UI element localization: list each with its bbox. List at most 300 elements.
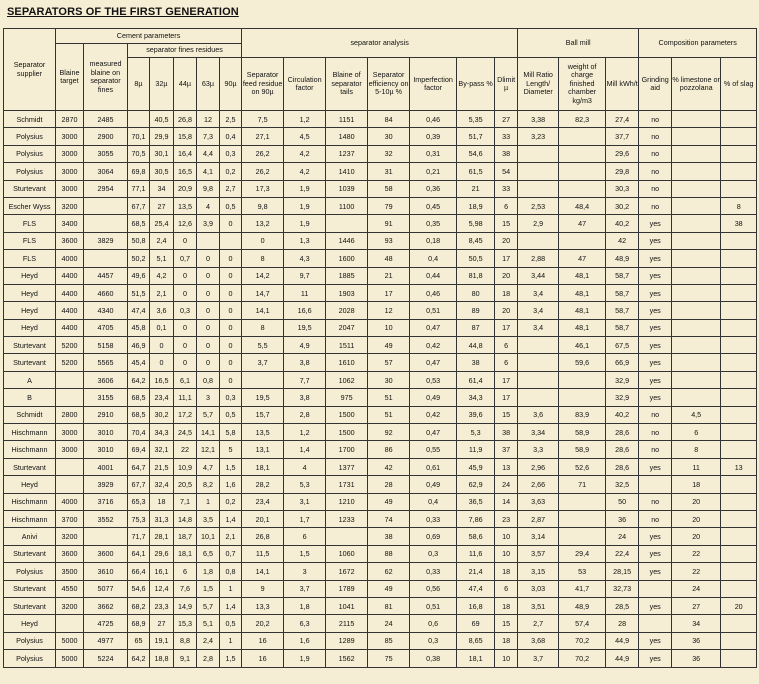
table-cell: 6 bbox=[495, 354, 518, 371]
table-cell: 16,5 bbox=[150, 371, 174, 388]
table-cell: 3,51 bbox=[518, 597, 559, 614]
header-r32: 32µ bbox=[150, 58, 174, 111]
table-cell: 24 bbox=[672, 580, 721, 597]
table-cell: 1039 bbox=[326, 180, 368, 197]
table-row bbox=[4, 563, 757, 580]
table-cell: 5200 bbox=[56, 354, 84, 371]
supplier-cell: Polysius bbox=[4, 650, 56, 667]
table-cell: 6 bbox=[174, 563, 197, 580]
table-cell: 1 bbox=[197, 493, 220, 510]
table-cell: 3000 bbox=[56, 128, 84, 145]
table-cell: 27,1 bbox=[242, 128, 284, 145]
table-cell: 0,5 bbox=[220, 197, 242, 214]
table-cell: no bbox=[639, 441, 672, 458]
table-cell: 10 bbox=[495, 545, 518, 562]
table-cell: 18,8 bbox=[150, 650, 174, 667]
table-cell: 14 bbox=[495, 493, 518, 510]
table-cell bbox=[721, 615, 757, 632]
table-row bbox=[4, 354, 757, 371]
table-cell: 67,7 bbox=[128, 197, 150, 214]
table-cell: 3,03 bbox=[518, 580, 559, 597]
table-cell bbox=[721, 250, 757, 267]
table-cell: 0 bbox=[220, 337, 242, 354]
table-cell: 3200 bbox=[56, 197, 84, 214]
header-fines-residues: separator fines residues bbox=[128, 44, 242, 58]
table-cell: 10 bbox=[368, 319, 410, 336]
table-cell: 3,14 bbox=[518, 528, 559, 545]
table-cell bbox=[721, 128, 757, 145]
table-cell: 30,3 bbox=[606, 180, 639, 197]
table-cell: 8 bbox=[672, 441, 721, 458]
table-cell bbox=[56, 615, 84, 632]
table-cell: 5,7 bbox=[197, 406, 220, 423]
table-cell: 27 bbox=[672, 597, 721, 614]
supplier-cell: Hischmann bbox=[4, 510, 56, 527]
table-cell: 49 bbox=[368, 580, 410, 597]
table-row bbox=[4, 597, 757, 614]
supplier-cell: FLS bbox=[4, 215, 56, 232]
table-cell: 24 bbox=[368, 615, 410, 632]
supplier-cell: Anivi bbox=[4, 528, 56, 545]
table-cell: 6 bbox=[495, 580, 518, 597]
table-cell: 0,3 bbox=[220, 389, 242, 406]
table-cell: 0,3 bbox=[410, 545, 457, 562]
table-cell: 7,86 bbox=[457, 510, 495, 527]
table-cell: 13,1 bbox=[242, 441, 284, 458]
table-cell: 3,7 bbox=[518, 650, 559, 667]
table-cell: 3,7 bbox=[284, 580, 326, 597]
table-cell: 1446 bbox=[326, 232, 368, 249]
table-cell: 0,1 bbox=[150, 319, 174, 336]
table-cell: 0,39 bbox=[410, 128, 457, 145]
table-cell bbox=[721, 650, 757, 667]
header-grinding-aid: Grinding aid bbox=[639, 58, 672, 111]
table-cell: yes bbox=[639, 389, 672, 406]
table-cell: 61,5 bbox=[457, 163, 495, 180]
table-cell bbox=[672, 319, 721, 336]
supplier-cell: Polysius bbox=[4, 128, 56, 145]
table-cell: 44,8 bbox=[457, 337, 495, 354]
table-cell: 0 bbox=[197, 284, 220, 301]
table-cell: 32,5 bbox=[606, 476, 639, 493]
table-cell: 65 bbox=[128, 632, 150, 649]
table-cell: 10,9 bbox=[174, 458, 197, 475]
table-row bbox=[4, 493, 757, 510]
table-cell: 7,6 bbox=[174, 580, 197, 597]
table-cell: 2485 bbox=[84, 111, 128, 128]
table-cell bbox=[56, 458, 84, 475]
table-cell: 0,21 bbox=[410, 163, 457, 180]
table-cell bbox=[721, 145, 757, 162]
table-cell: 65,3 bbox=[128, 493, 150, 510]
table-cell: 58,6 bbox=[457, 528, 495, 545]
table-cell: 29,6 bbox=[606, 145, 639, 162]
supplier-cell: Hischmann bbox=[4, 493, 56, 510]
table-cell: 28 bbox=[606, 615, 639, 632]
table-cell: 1,3 bbox=[284, 232, 326, 249]
table-cell: 30,5 bbox=[150, 163, 174, 180]
table-cell: 1410 bbox=[326, 163, 368, 180]
table-cell: 92 bbox=[368, 424, 410, 441]
table-cell: 20 bbox=[495, 267, 518, 284]
table-cell: 1,8 bbox=[284, 597, 326, 614]
table-cell: 20 bbox=[495, 302, 518, 319]
table-cell bbox=[721, 580, 757, 597]
table-cell bbox=[721, 337, 757, 354]
table-cell: 8 bbox=[242, 250, 284, 267]
table-cell: 30,1 bbox=[150, 145, 174, 162]
table-cell: 3,63 bbox=[518, 493, 559, 510]
table-cell: 21,4 bbox=[457, 563, 495, 580]
table-cell: 17 bbox=[495, 389, 518, 406]
table-body bbox=[4, 111, 757, 668]
table-cell bbox=[721, 111, 757, 128]
supplier-cell: Escher Wyss bbox=[4, 197, 56, 214]
table-cell: 10 bbox=[495, 528, 518, 545]
table-row bbox=[4, 267, 757, 284]
table-cell: 14,2 bbox=[242, 267, 284, 284]
table-cell: 4977 bbox=[84, 632, 128, 649]
table-header bbox=[4, 29, 757, 111]
table-cell: 0,4 bbox=[410, 493, 457, 510]
table-cell: 0,46 bbox=[410, 284, 457, 301]
table-cell: 4 bbox=[197, 197, 220, 214]
header-blaine-tails: Blaine of separator tails bbox=[326, 58, 368, 111]
table-cell: 1500 bbox=[326, 406, 368, 423]
separators-table bbox=[3, 28, 757, 668]
table-cell bbox=[84, 528, 128, 545]
table-cell: 2,1 bbox=[220, 528, 242, 545]
table-cell: 5 bbox=[220, 441, 242, 458]
table-cell: 49 bbox=[368, 493, 410, 510]
table-cell: 47,4 bbox=[457, 580, 495, 597]
table-cell bbox=[518, 180, 559, 197]
table-cell: 19,1 bbox=[150, 632, 174, 649]
header-ball-mill: Ball mill bbox=[518, 29, 639, 58]
table-cell: 16,6 bbox=[284, 302, 326, 319]
table-cell: 22 bbox=[672, 563, 721, 580]
table-cell: yes bbox=[639, 284, 672, 301]
table-cell: 5565 bbox=[84, 354, 128, 371]
table-cell: 4,5 bbox=[284, 128, 326, 145]
table-cell: 2954 bbox=[84, 180, 128, 197]
table-cell: 79 bbox=[368, 197, 410, 214]
table-cell bbox=[721, 302, 757, 319]
table-cell: 5000 bbox=[56, 632, 84, 649]
table-cell: 50,5 bbox=[457, 250, 495, 267]
table-cell: 1 bbox=[220, 580, 242, 597]
table-cell: 3,7 bbox=[242, 354, 284, 371]
table-cell: 3000 bbox=[56, 441, 84, 458]
table-cell bbox=[220, 232, 242, 249]
table-cell: 62,9 bbox=[457, 476, 495, 493]
table-cell: 0 bbox=[220, 354, 242, 371]
table-cell: 51,5 bbox=[128, 284, 150, 301]
table-cell bbox=[242, 371, 284, 388]
table-cell: 12 bbox=[197, 111, 220, 128]
table-row bbox=[4, 371, 757, 388]
table-cell: 5,3 bbox=[284, 476, 326, 493]
table-cell: 4000 bbox=[56, 493, 84, 510]
table-cell: 1,5 bbox=[284, 545, 326, 562]
table-cell: 0,7 bbox=[174, 250, 197, 267]
table-cell: 5,5 bbox=[242, 337, 284, 354]
table-cell bbox=[672, 354, 721, 371]
table-cell: 32,9 bbox=[606, 389, 639, 406]
table-cell bbox=[559, 163, 606, 180]
table-cell bbox=[559, 180, 606, 197]
table-cell: 68,5 bbox=[128, 406, 150, 423]
table-cell: 28,2 bbox=[242, 476, 284, 493]
table-cell: 83,9 bbox=[559, 406, 606, 423]
table-cell: 2,87 bbox=[518, 510, 559, 527]
table-cell: 20,9 bbox=[174, 180, 197, 197]
table-cell: yes bbox=[639, 528, 672, 545]
table-cell bbox=[672, 145, 721, 162]
table-cell: 0,55 bbox=[410, 441, 457, 458]
supplier-cell: Heyd bbox=[4, 476, 56, 493]
table-cell bbox=[559, 389, 606, 406]
table-cell: 3,23 bbox=[518, 128, 559, 145]
table-cell: 16,4 bbox=[174, 145, 197, 162]
table-cell: 16 bbox=[242, 650, 284, 667]
table-cell: 6 bbox=[284, 528, 326, 545]
table-cell bbox=[721, 545, 757, 562]
table-cell: 0,7 bbox=[220, 545, 242, 562]
table-cell: 5,8 bbox=[220, 424, 242, 441]
table-cell: 1731 bbox=[326, 476, 368, 493]
table-cell: 15,8 bbox=[174, 128, 197, 145]
table-cell: 68,9 bbox=[128, 615, 150, 632]
table-row bbox=[4, 424, 757, 441]
table-cell: 38 bbox=[457, 354, 495, 371]
table-cell: 3 bbox=[284, 563, 326, 580]
table-cell: 4,2 bbox=[150, 267, 174, 284]
table-cell: 3,57 bbox=[518, 545, 559, 562]
table-cell: 7,7 bbox=[284, 371, 326, 388]
table-cell: 3,6 bbox=[518, 406, 559, 423]
table-cell bbox=[559, 528, 606, 545]
table-cell: 4,3 bbox=[284, 250, 326, 267]
table-row bbox=[4, 528, 757, 545]
table-cell: 2870 bbox=[56, 111, 84, 128]
table-cell: 2,7 bbox=[220, 180, 242, 197]
table-cell: 1,6 bbox=[220, 476, 242, 493]
table-cell: 3,4 bbox=[518, 284, 559, 301]
table-row bbox=[4, 163, 757, 180]
table-cell: 5224 bbox=[84, 650, 128, 667]
table-cell: 20,2 bbox=[242, 615, 284, 632]
table-cell: 4,2 bbox=[284, 163, 326, 180]
table-cell: 0,6 bbox=[410, 615, 457, 632]
table-cell bbox=[559, 510, 606, 527]
table-cell: 45,9 bbox=[457, 458, 495, 475]
supplier-cell: FLS bbox=[4, 232, 56, 249]
table-cell: 1100 bbox=[326, 197, 368, 214]
table-cell: 0,3 bbox=[220, 145, 242, 162]
table-cell bbox=[721, 232, 757, 249]
supplier-cell: Sturtevant bbox=[4, 458, 56, 475]
table-cell: 4400 bbox=[56, 267, 84, 284]
table-cell: 4,2 bbox=[284, 145, 326, 162]
supplier-cell: Heyd bbox=[4, 284, 56, 301]
page-title: SEPARATORS OF THE FIRST GENERATION bbox=[7, 6, 239, 18]
table-cell: 32 bbox=[368, 145, 410, 162]
table-cell: 1062 bbox=[326, 371, 368, 388]
table-cell: 17,2 bbox=[174, 406, 197, 423]
table-cell: 42 bbox=[368, 458, 410, 475]
table-cell: 11 bbox=[284, 284, 326, 301]
table-cell: 48,1 bbox=[559, 267, 606, 284]
table-cell: 45,8 bbox=[128, 319, 150, 336]
table-cell bbox=[128, 111, 150, 128]
table-cell: 0 bbox=[150, 354, 174, 371]
table-cell: 14,1 bbox=[242, 302, 284, 319]
table-cell: 36,5 bbox=[457, 493, 495, 510]
table-cell: 47 bbox=[559, 215, 606, 232]
table-cell: 21 bbox=[368, 267, 410, 284]
table-cell bbox=[672, 337, 721, 354]
table-row bbox=[4, 406, 757, 423]
table-cell: 0,61 bbox=[410, 458, 457, 475]
table-cell bbox=[559, 371, 606, 388]
table-cell: 80 bbox=[457, 284, 495, 301]
table-row bbox=[4, 197, 757, 214]
table-cell bbox=[559, 145, 606, 162]
table-cell: 22 bbox=[672, 545, 721, 562]
table-cell: 70,2 bbox=[559, 632, 606, 649]
table-cell: 58,7 bbox=[606, 319, 639, 336]
table-cell bbox=[721, 406, 757, 423]
table-cell: 0,2 bbox=[220, 493, 242, 510]
table-cell: 77,1 bbox=[128, 180, 150, 197]
table-row bbox=[4, 389, 757, 406]
table-cell bbox=[672, 371, 721, 388]
table-cell: 57 bbox=[368, 354, 410, 371]
table-row bbox=[4, 128, 757, 145]
supplier-cell: Heyd bbox=[4, 319, 56, 336]
table-cell: 1,9 bbox=[284, 180, 326, 197]
header-bypass: By-pass % bbox=[457, 58, 495, 111]
table-cell: 14,1 bbox=[242, 563, 284, 580]
table-cell: 69,8 bbox=[128, 163, 150, 180]
table-cell: 0,4 bbox=[220, 128, 242, 145]
table-row bbox=[4, 145, 757, 162]
header-supplier: Separator supplier bbox=[4, 29, 56, 111]
table-cell: 1789 bbox=[326, 580, 368, 597]
table-cell: 4457 bbox=[84, 267, 128, 284]
table-cell: 8,2 bbox=[197, 476, 220, 493]
table-cell: yes bbox=[639, 354, 672, 371]
table-cell: 70,1 bbox=[128, 128, 150, 145]
header-imperfection: Imperfection factor bbox=[410, 58, 457, 111]
table-cell: 0 bbox=[174, 337, 197, 354]
table-cell: 58,7 bbox=[606, 302, 639, 319]
table-cell: 1672 bbox=[326, 563, 368, 580]
table-cell: 7,3 bbox=[197, 128, 220, 145]
table-cell bbox=[721, 180, 757, 197]
table-cell: 17 bbox=[495, 250, 518, 267]
table-cell: 53 bbox=[559, 563, 606, 580]
header-limestone: % limestone or pozzolana bbox=[672, 58, 721, 111]
table-cell: 12,1 bbox=[197, 441, 220, 458]
table-cell: 1600 bbox=[326, 250, 368, 267]
table-cell: 81,8 bbox=[457, 267, 495, 284]
table-cell: yes bbox=[639, 250, 672, 267]
table-cell: yes bbox=[639, 337, 672, 354]
table-cell: 33 bbox=[495, 180, 518, 197]
table-cell: 5158 bbox=[84, 337, 128, 354]
table-cell: 4,7 bbox=[197, 458, 220, 475]
table-cell: 6,1 bbox=[174, 371, 197, 388]
table-cell bbox=[559, 128, 606, 145]
table-cell: 12,6 bbox=[174, 215, 197, 232]
table-cell: 0 bbox=[197, 250, 220, 267]
table-cell: 0,46 bbox=[410, 111, 457, 128]
table-cell bbox=[56, 476, 84, 493]
table-cell: 29,9 bbox=[150, 128, 174, 145]
supplier-cell: Polysius bbox=[4, 563, 56, 580]
table-cell: 12,4 bbox=[150, 580, 174, 597]
table-cell: 48 bbox=[368, 250, 410, 267]
table-cell: 2028 bbox=[326, 302, 368, 319]
table-cell: 0 bbox=[220, 302, 242, 319]
table-cell: 18 bbox=[495, 563, 518, 580]
table-cell bbox=[721, 528, 757, 545]
table-cell: 17 bbox=[495, 371, 518, 388]
table-cell: 0 bbox=[220, 319, 242, 336]
table-cell: 0 bbox=[220, 371, 242, 388]
table-cell: 58,7 bbox=[606, 267, 639, 284]
table-row bbox=[4, 458, 757, 475]
table-cell: 71 bbox=[559, 476, 606, 493]
table-cell: 3700 bbox=[56, 510, 84, 527]
table-cell bbox=[721, 389, 757, 406]
table-cell: yes bbox=[639, 371, 672, 388]
table-cell bbox=[721, 319, 757, 336]
table-row bbox=[4, 476, 757, 493]
table-cell: 54,6 bbox=[128, 580, 150, 597]
table-cell: 26,2 bbox=[242, 163, 284, 180]
table-cell: 71,7 bbox=[128, 528, 150, 545]
table-cell: 1377 bbox=[326, 458, 368, 475]
table-cell: 15,7 bbox=[242, 406, 284, 423]
table-cell: 4400 bbox=[56, 319, 84, 336]
table-row bbox=[4, 250, 757, 267]
supplier-cell: A bbox=[4, 371, 56, 388]
table-cell bbox=[672, 250, 721, 267]
table-cell: 44,9 bbox=[606, 632, 639, 649]
table-cell: 0,44 bbox=[410, 267, 457, 284]
table-cell: 26,8 bbox=[242, 528, 284, 545]
table-cell: no bbox=[639, 493, 672, 510]
table-cell: 26,8 bbox=[174, 111, 197, 128]
table-cell: 20 bbox=[672, 510, 721, 527]
table-cell: 3200 bbox=[56, 597, 84, 614]
table-cell: 3829 bbox=[84, 232, 128, 249]
table-cell: 14,1 bbox=[197, 424, 220, 441]
table-cell: 2,53 bbox=[518, 197, 559, 214]
table-cell: 3929 bbox=[84, 476, 128, 493]
table-cell: 27 bbox=[495, 111, 518, 128]
table-cell: 1511 bbox=[326, 337, 368, 354]
table-cell bbox=[518, 337, 559, 354]
header-weight-charge: weight of charge finished chamber kg/m3 bbox=[559, 58, 606, 111]
table-cell: 0,8 bbox=[197, 371, 220, 388]
table-cell: 29,8 bbox=[606, 163, 639, 180]
table-cell: 38 bbox=[368, 528, 410, 545]
table-cell: 23,4 bbox=[242, 493, 284, 510]
